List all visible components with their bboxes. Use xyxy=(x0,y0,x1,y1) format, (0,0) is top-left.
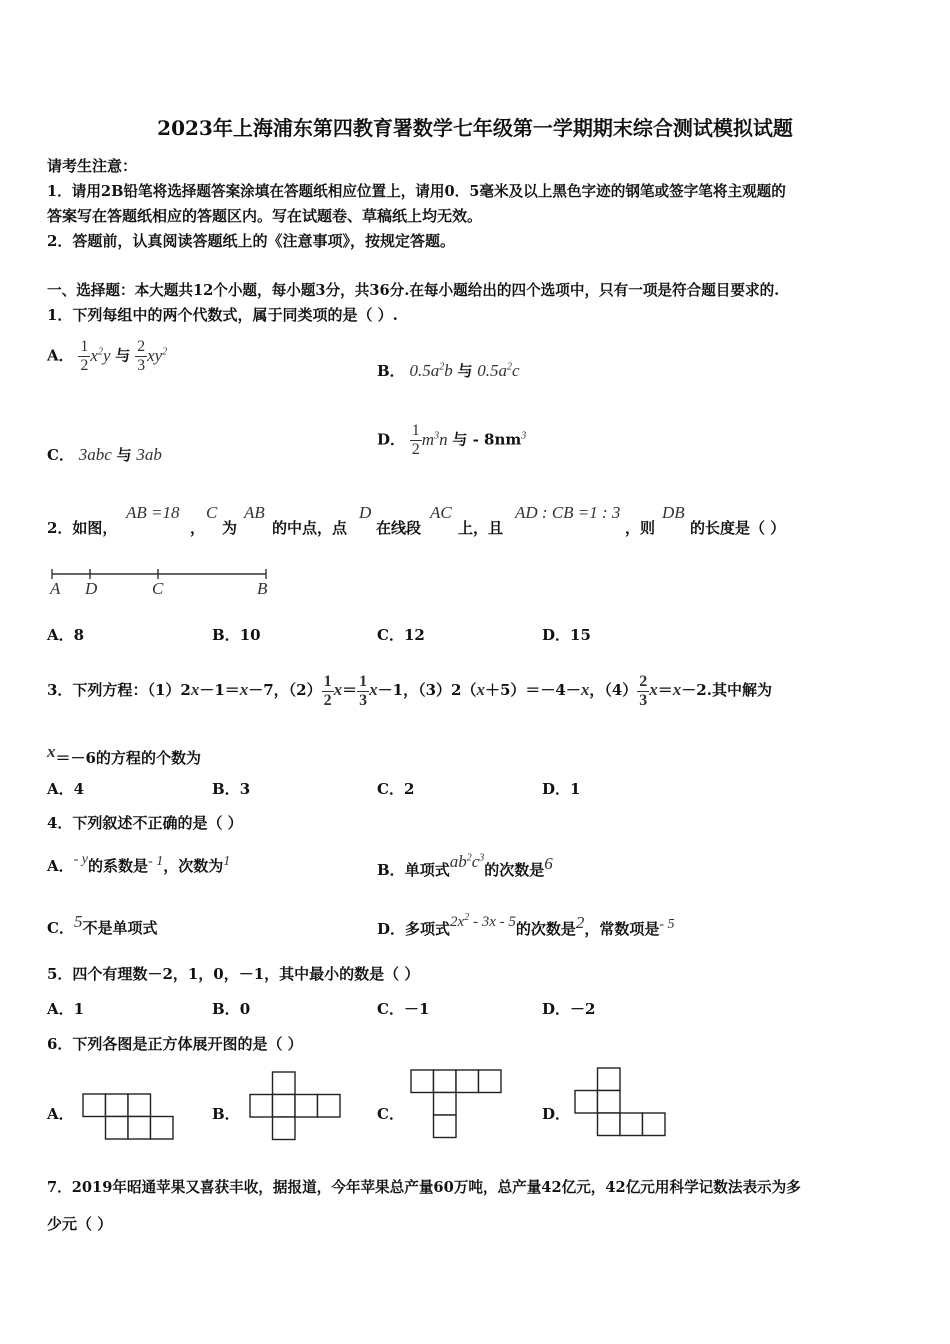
q6-option-d-label[interactable]: D． xyxy=(542,1105,571,1123)
q3-option-b[interactable]: B．3 xyxy=(212,780,251,798)
option-label: D． xyxy=(377,430,406,449)
point-label-a: A xyxy=(50,579,61,598)
notice-line: 答案写在答题纸相应的答题区内。写在试题卷、草稿纸上均无效。 xyxy=(47,207,483,225)
q2-wei: 为 xyxy=(222,519,238,537)
point-label-b: B xyxy=(257,579,268,598)
net-figure-c xyxy=(410,1069,504,1139)
q2-d: D xyxy=(359,503,372,522)
q1-option-c[interactable] xyxy=(47,444,162,465)
q2-mid: 的中点，点 xyxy=(272,519,348,537)
q2-sep: ， xyxy=(190,519,206,537)
q1-option-d[interactable]: D． $\frac{1}{2}$ $m^3n$ 与 - $8nm^3$ xyxy=(377,422,527,458)
net-figure-b xyxy=(249,1071,343,1141)
q5-stem: 5．四个有理数－2，1，0，－1，其中最小的数是（ ） xyxy=(47,965,420,983)
q1-c-and: 与 xyxy=(116,446,132,464)
q1-b-expr1: $0.5a^2b$ xyxy=(409,361,453,380)
q2-db: DB xyxy=(662,503,685,522)
fraction: $\frac{2}{3}$ xyxy=(137,338,146,374)
q2-ab2: AB xyxy=(244,503,265,522)
q4-option-a[interactable]: A．- y的系数是- 1，次数为1 xyxy=(47,852,231,875)
q1-stem: 1．下列每组中的两个代数式，属于同类项的是（ ）. xyxy=(47,306,398,324)
page-title: 2023年上海浦东第四教育署数学七年级第一学期期末综合测试模拟试题 xyxy=(157,116,793,140)
notice-heading: 请考生注意： xyxy=(47,157,138,175)
option-label: A． xyxy=(47,346,74,365)
q1-b-expr2: $0.5a^2c$ xyxy=(477,361,520,380)
q4-stem: 4．下列叙述不正确的是（ ） xyxy=(47,814,243,832)
q2-ab: AB =18 xyxy=(126,503,180,522)
q1-d-rest: 与 - 8nm xyxy=(452,430,522,449)
q1-option-b[interactable] xyxy=(377,360,520,381)
q3-option-d[interactable]: D．1 xyxy=(542,780,581,798)
q2-ac: AC xyxy=(430,503,452,522)
q1-option-a[interactable]: A． $\frac{1}{2}$ $x^2y$ 与 $\frac{2}{3}$ $xy^2$ xyxy=(47,338,168,374)
net-figure-a xyxy=(82,1093,176,1141)
notice-line: 1．请用2B铅笔将选择题答案涂填在答题纸相应位置上，请用0．5毫米及以上黑色字迹的钢笔或签字笔将主观题的 xyxy=(47,183,786,200)
q5-option-d[interactable]: D．－2 xyxy=(542,1000,596,1018)
fraction: $\frac{1}{2}$ xyxy=(80,338,89,374)
q3-stem: 3．下列方程：（1）2x－1＝x－7，（2） $\frac{1}{2}$ x＝ $\frac{1}{3}$ x－1，（3）2（x＋5）＝－4－x，（4） $\frac{2}{3}$ x＝x－2.其中解为 xyxy=(47,672,772,709)
q5-option-b[interactable]: B．0 xyxy=(212,1000,251,1018)
q3-option-a[interactable]: A．4 xyxy=(47,780,85,798)
q7-line2: 少元（ ） xyxy=(47,1215,113,1233)
q2-zai: 在线段 xyxy=(376,519,422,537)
q2-end: 的长度是（ ） xyxy=(690,519,786,537)
point-label-c: C xyxy=(152,579,164,598)
fraction: $\frac{1}{2}$ xyxy=(411,422,420,458)
point-label-d: D xyxy=(85,579,98,598)
q2-option-d[interactable]: D．15 xyxy=(542,626,591,644)
q4-option-b[interactable]: B．单项式$ab^2c^3$的次数是6 xyxy=(377,852,553,879)
q4-option-c[interactable]: C．5不是单项式 xyxy=(47,912,158,937)
notice-line: 2．答题前，认真阅读答题纸上的《注意事项》，按规定答题。 xyxy=(47,232,455,250)
q3-line2: x＝－6的方程的个数为 xyxy=(47,742,201,767)
option-label: B． xyxy=(377,362,405,380)
q2-num: 2．如图， xyxy=(47,519,118,537)
q2-c: C xyxy=(206,503,218,522)
q3-option-c[interactable]: C．2 xyxy=(377,780,415,798)
q6-option-b-label[interactable]: B． xyxy=(212,1105,240,1123)
q7-line1: 7．2019年昭通苹果又喜获丰收，据报道，今年苹果总产量60万吨，总产量42亿元，42亿元用科学记数法表示为多 xyxy=(47,1179,801,1196)
q1-c-expr1: 3abc xyxy=(78,445,112,464)
option-label: C． xyxy=(47,446,74,464)
q2-option-a[interactable]: A．8 xyxy=(47,626,85,644)
q5-option-a[interactable]: A．1 xyxy=(47,1000,85,1018)
q1-a-and: 与 xyxy=(115,346,131,365)
q1-b-and: 与 xyxy=(457,362,473,380)
q6-option-c-label[interactable]: C． xyxy=(377,1105,404,1123)
q2-option-c[interactable]: C．12 xyxy=(377,626,425,644)
q2-shang: 上，且 xyxy=(458,519,504,537)
q6-option-a-label[interactable]: A． xyxy=(47,1105,74,1123)
q1-c-expr2: 3ab xyxy=(136,445,162,464)
section-heading: 一、选择题：本大题共12个小题，每小题3分，共36分.在每小题给出的四个选项中，只有一项是符合题目要求的. xyxy=(47,282,780,299)
net-figure-d xyxy=(574,1067,668,1137)
q2-option-b[interactable]: B．10 xyxy=(212,626,261,644)
q2-ratio: AD : CB =1 : 3 xyxy=(515,503,621,522)
q6-stem: 6．下列各图是正方体展开图的是（ ） xyxy=(47,1035,303,1053)
q4-option-d[interactable]: D．多项式$2x^2 - 3x - 5$的次数是2，常数项是- 5 xyxy=(377,912,675,938)
q2-ze: ，则 xyxy=(625,519,656,537)
q5-option-c[interactable]: C．－1 xyxy=(377,1000,430,1018)
line-segment-figure xyxy=(50,566,280,602)
